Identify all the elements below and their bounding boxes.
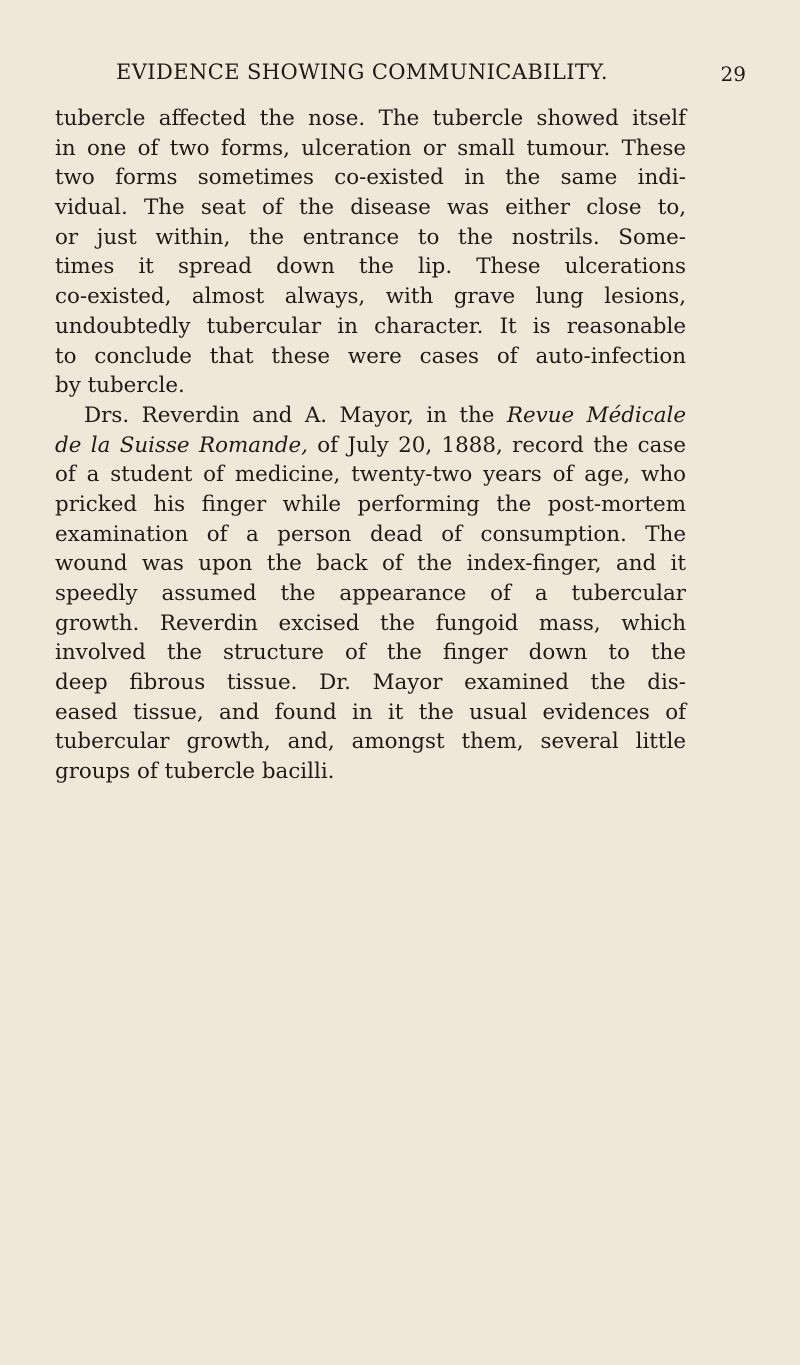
text-run: of July 20, 1888, record the case — [307, 432, 686, 458]
journal-title-italic: de la Suisse Romande, — [55, 432, 308, 458]
text-line: in one of two forms, ulceration or small tumour. These — [55, 135, 686, 161]
text-line: to conclude that these were cases of auto-infection — [55, 343, 686, 369]
text-line: times it spread down the lip. These ulcerations — [55, 254, 686, 280]
running-head — [116, 60, 746, 90]
page-number: 29 — [720, 62, 746, 86]
text-line: or just within, the entrance to the nostrils. Some- — [55, 224, 686, 250]
running-title: EVIDENCE SHOWING COMMUNICABILITY. — [116, 60, 608, 84]
text-line: by tubercle. — [55, 373, 185, 399]
body-text — [55, 104, 686, 787]
text-line: deep fibrous tissue. Dr. Mayor examined the dis- — [55, 670, 686, 696]
text-line: groups of tubercle bacilli. — [55, 759, 335, 785]
text-line: tubercle affected the nose. The tubercle showed itself — [55, 106, 686, 131]
text-line: speedly assumed the appearance of a tubercular — [55, 581, 686, 606]
text-line: vidual. The seat of the disease was either close to, — [55, 195, 686, 221]
text-line: tubercular growth, and, amongst them, several little — [55, 729, 686, 755]
text-line: of a student of medicine, twenty-two years of age, who — [55, 462, 686, 488]
journal-title-italic: Revue Médicale — [506, 402, 686, 428]
text-run: Drs. Reverdin and A. Mayor, in the — [84, 402, 507, 428]
text-line: wound was upon the back of the index-finger, and it — [55, 551, 686, 577]
text-line: growth. Reverdin excised the fungoid mass, which — [55, 610, 686, 636]
text-line — [55, 401, 686, 431]
text-line — [55, 431, 686, 461]
text-line: involved the structure of the finger down to the — [55, 640, 686, 666]
text-line: co-existed, almost always, with grave lung lesions, — [55, 284, 686, 310]
text-line: two forms sometimes co-existed in the same indi- — [55, 165, 686, 191]
text-line: pricked his finger while performing the post-mortem — [55, 491, 686, 517]
text-line: examination of a person dead of consumption. The — [55, 521, 686, 547]
text-line: undoubtedly tubercular in character. It is reasonable — [55, 313, 686, 339]
text-line: eased tissue, and found in it the usual evidences of — [55, 699, 686, 725]
